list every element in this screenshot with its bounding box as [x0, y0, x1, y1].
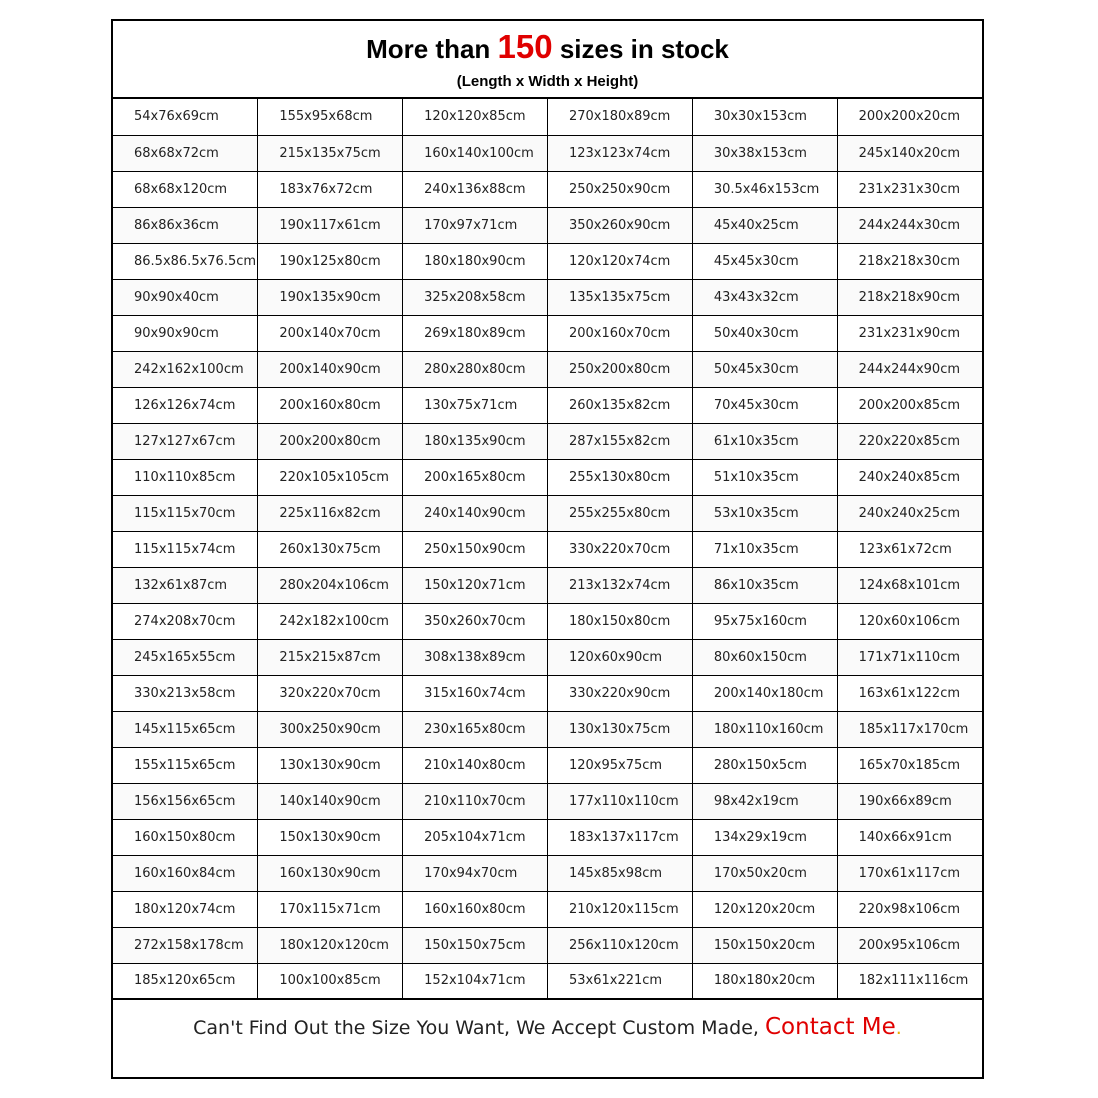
size-cell: 180x180x20cm	[692, 963, 837, 999]
size-cell: 180x120x74cm	[113, 891, 258, 927]
table-row	[113, 279, 982, 315]
size-cell: 200x160x70cm	[547, 315, 692, 351]
size-chart	[111, 19, 984, 1079]
sizes-table	[113, 99, 982, 1000]
size-cell: 200x200x80cm	[258, 423, 403, 459]
size-cell: 43x43x32cm	[692, 279, 837, 315]
title-suffix: sizes in stock	[552, 34, 729, 64]
size-cell: 280x150x5cm	[692, 747, 837, 783]
table-row	[113, 639, 982, 675]
size-cell: 220x105x105cm	[258, 459, 403, 495]
size-cell: 160x140x100cm	[403, 135, 548, 171]
size-cell: 45x45x30cm	[692, 243, 837, 279]
table-row	[113, 171, 982, 207]
size-cell: 90x90x40cm	[113, 279, 258, 315]
size-cell: 30x30x153cm	[692, 99, 837, 135]
size-cell: 205x104x71cm	[403, 819, 548, 855]
size-cell: 54x76x69cm	[113, 99, 258, 135]
size-cell: 350x260x70cm	[403, 603, 548, 639]
size-cell: 244x244x90cm	[837, 351, 982, 387]
size-cell: 231x231x90cm	[837, 315, 982, 351]
size-cell: 170x94x70cm	[403, 855, 548, 891]
size-cell: 160x130x90cm	[258, 855, 403, 891]
size-cell: 90x90x90cm	[113, 315, 258, 351]
table-row	[113, 783, 982, 819]
size-cell: 130x75x71cm	[403, 387, 548, 423]
size-cell: 123x61x72cm	[837, 531, 982, 567]
footer-text: Can't Find Out the Size You Want, We Accept Custom Made,	[193, 1017, 765, 1039]
size-cell: 260x130x75cm	[258, 531, 403, 567]
size-cell: 320x220x70cm	[258, 675, 403, 711]
size-cell: 300x250x90cm	[258, 711, 403, 747]
size-cell: 140x140x90cm	[258, 783, 403, 819]
table-row	[113, 351, 982, 387]
table-row	[113, 135, 982, 171]
contact-me-link[interactable]: Contact Me	[765, 1014, 896, 1040]
size-cell: 120x120x20cm	[692, 891, 837, 927]
size-cell: 210x110x70cm	[403, 783, 548, 819]
size-cell: 180x120x120cm	[258, 927, 403, 963]
size-cell: 215x135x75cm	[258, 135, 403, 171]
size-cell: 123x123x74cm	[547, 135, 692, 171]
table-row	[113, 603, 982, 639]
size-cell: 150x130x90cm	[258, 819, 403, 855]
size-cell: 240x140x90cm	[403, 495, 548, 531]
size-cell: 200x95x106cm	[837, 927, 982, 963]
size-cell: 155x95x68cm	[258, 99, 403, 135]
size-cell: 210x140x80cm	[403, 747, 548, 783]
size-cell: 177x110x110cm	[547, 783, 692, 819]
size-cell: 53x61x221cm	[547, 963, 692, 999]
size-cell: 190x66x89cm	[837, 783, 982, 819]
size-cell: 130x130x90cm	[258, 747, 403, 783]
table-row	[113, 927, 982, 963]
title-prefix: More than	[366, 34, 498, 64]
size-cell: 86x86x36cm	[113, 207, 258, 243]
size-cell: 200x200x20cm	[837, 99, 982, 135]
size-cell: 270x180x89cm	[547, 99, 692, 135]
size-cell: 140x66x91cm	[837, 819, 982, 855]
sizes-table-body	[113, 99, 982, 999]
size-cell: 200x140x180cm	[692, 675, 837, 711]
size-cell: 165x70x185cm	[837, 747, 982, 783]
table-row	[113, 495, 982, 531]
size-cell: 68x68x120cm	[113, 171, 258, 207]
size-cell: 80x60x150cm	[692, 639, 837, 675]
table-row	[113, 387, 982, 423]
size-cell: 200x200x85cm	[837, 387, 982, 423]
size-cell: 127x127x67cm	[113, 423, 258, 459]
size-cell: 50x40x30cm	[692, 315, 837, 351]
size-cell: 215x215x87cm	[258, 639, 403, 675]
size-cell: 242x182x100cm	[258, 603, 403, 639]
size-cell: 170x61x117cm	[837, 855, 982, 891]
size-cell: 330x213x58cm	[113, 675, 258, 711]
size-cell: 183x137x117cm	[547, 819, 692, 855]
size-cell: 200x140x70cm	[258, 315, 403, 351]
size-cell: 325x208x58cm	[403, 279, 548, 315]
size-cell: 231x231x30cm	[837, 171, 982, 207]
size-cell: 240x240x85cm	[837, 459, 982, 495]
size-cell: 71x10x35cm	[692, 531, 837, 567]
size-cell: 255x255x80cm	[547, 495, 692, 531]
table-row	[113, 891, 982, 927]
size-cell: 180x135x90cm	[403, 423, 548, 459]
size-cell: 180x150x80cm	[547, 603, 692, 639]
size-cell: 180x110x160cm	[692, 711, 837, 747]
size-cell: 120x120x85cm	[403, 99, 548, 135]
size-cell: 170x97x71cm	[403, 207, 548, 243]
size-cell: 156x156x65cm	[113, 783, 258, 819]
size-cell: 245x140x20cm	[837, 135, 982, 171]
chart-header	[113, 21, 982, 99]
table-row	[113, 567, 982, 603]
size-cell: 190x117x61cm	[258, 207, 403, 243]
size-cell: 160x160x84cm	[113, 855, 258, 891]
chart-title	[113, 29, 982, 67]
size-cell: 152x104x71cm	[403, 963, 548, 999]
size-cell: 145x85x98cm	[547, 855, 692, 891]
size-cell: 86.5x86.5x76.5cm	[113, 243, 258, 279]
size-cell: 61x10x35cm	[692, 423, 837, 459]
table-row	[113, 819, 982, 855]
size-cell: 250x250x90cm	[547, 171, 692, 207]
size-cell: 210x120x115cm	[547, 891, 692, 927]
size-cell: 272x158x178cm	[113, 927, 258, 963]
size-cell: 315x160x74cm	[403, 675, 548, 711]
size-cell: 256x110x120cm	[547, 927, 692, 963]
size-cell: 155x115x65cm	[113, 747, 258, 783]
size-cell: 115x115x74cm	[113, 531, 258, 567]
size-cell: 163x61x122cm	[837, 675, 982, 711]
size-cell: 185x117x170cm	[837, 711, 982, 747]
size-cell: 124x68x101cm	[837, 567, 982, 603]
size-cell: 86x10x35cm	[692, 567, 837, 603]
size-cell: 269x180x89cm	[403, 315, 548, 351]
size-cell: 170x115x71cm	[258, 891, 403, 927]
size-cell: 225x116x82cm	[258, 495, 403, 531]
size-cell: 120x95x75cm	[547, 747, 692, 783]
size-cell: 190x135x90cm	[258, 279, 403, 315]
size-cell: 240x136x88cm	[403, 171, 548, 207]
size-cell: 240x240x25cm	[837, 495, 982, 531]
size-cell: 70x45x30cm	[692, 387, 837, 423]
size-cell: 220x98x106cm	[837, 891, 982, 927]
table-row	[113, 243, 982, 279]
size-cell: 180x180x90cm	[403, 243, 548, 279]
size-cell: 190x125x80cm	[258, 243, 403, 279]
size-cell: 183x76x72cm	[258, 171, 403, 207]
size-cell: 330x220x90cm	[547, 675, 692, 711]
chart-subtitle: (Length x Width x Height)	[456, 73, 639, 90]
table-row	[113, 675, 982, 711]
size-cell: 250x150x90cm	[403, 531, 548, 567]
size-cell: 126x126x74cm	[113, 387, 258, 423]
size-cell: 130x130x75cm	[547, 711, 692, 747]
size-cell: 200x160x80cm	[258, 387, 403, 423]
size-cell: 350x260x90cm	[547, 207, 692, 243]
size-cell: 308x138x89cm	[403, 639, 548, 675]
size-cell: 171x71x110cm	[837, 639, 982, 675]
size-cell: 45x40x25cm	[692, 207, 837, 243]
size-cell: 182x111x116cm	[837, 963, 982, 999]
size-cell: 170x50x20cm	[692, 855, 837, 891]
size-cell: 135x135x75cm	[547, 279, 692, 315]
table-row	[113, 531, 982, 567]
size-cell: 213x132x74cm	[547, 567, 692, 603]
size-cell: 200x140x90cm	[258, 351, 403, 387]
size-cell: 134x29x19cm	[692, 819, 837, 855]
size-cell: 255x130x80cm	[547, 459, 692, 495]
size-cell: 150x150x75cm	[403, 927, 548, 963]
footer-note	[113, 1000, 982, 1053]
size-cell: 150x120x71cm	[403, 567, 548, 603]
size-cell: 98x42x19cm	[692, 783, 837, 819]
footer-dot: .	[895, 1017, 902, 1039]
size-cell: 68x68x72cm	[113, 135, 258, 171]
size-cell: 150x150x20cm	[692, 927, 837, 963]
size-cell: 230x165x80cm	[403, 711, 548, 747]
size-cell: 260x135x82cm	[547, 387, 692, 423]
size-cell: 160x150x80cm	[113, 819, 258, 855]
size-cell: 51x10x35cm	[692, 459, 837, 495]
size-cell: 242x162x100cm	[113, 351, 258, 387]
size-cell: 244x244x30cm	[837, 207, 982, 243]
size-cell: 30x38x153cm	[692, 135, 837, 171]
table-row	[113, 423, 982, 459]
size-cell: 50x45x30cm	[692, 351, 837, 387]
size-cell: 132x61x87cm	[113, 567, 258, 603]
size-cell: 100x100x85cm	[258, 963, 403, 999]
size-cell: 120x120x74cm	[547, 243, 692, 279]
size-cell: 287x155x82cm	[547, 423, 692, 459]
table-row	[113, 963, 982, 999]
table-row	[113, 99, 982, 135]
size-cell: 185x120x65cm	[113, 963, 258, 999]
size-cell: 30.5x46x153cm	[692, 171, 837, 207]
size-cell: 274x208x70cm	[113, 603, 258, 639]
table-row	[113, 315, 982, 351]
size-cell: 245x165x55cm	[113, 639, 258, 675]
size-cell: 330x220x70cm	[547, 531, 692, 567]
size-cell: 220x220x85cm	[837, 423, 982, 459]
size-cell: 110x110x85cm	[113, 459, 258, 495]
size-cell: 145x115x65cm	[113, 711, 258, 747]
table-row	[113, 747, 982, 783]
size-cell: 95x75x160cm	[692, 603, 837, 639]
table-row	[113, 207, 982, 243]
table-row	[113, 711, 982, 747]
title-count: 150	[497, 28, 553, 65]
size-cell: 250x200x80cm	[547, 351, 692, 387]
size-cell: 218x218x30cm	[837, 243, 982, 279]
size-cell: 53x10x35cm	[692, 495, 837, 531]
size-cell: 200x165x80cm	[403, 459, 548, 495]
size-cell: 160x160x80cm	[403, 891, 548, 927]
size-cell: 120x60x90cm	[547, 639, 692, 675]
size-cell: 218x218x90cm	[837, 279, 982, 315]
size-cell: 120x60x106cm	[837, 603, 982, 639]
table-row	[113, 855, 982, 891]
table-row	[113, 459, 982, 495]
size-cell: 280x204x106cm	[258, 567, 403, 603]
size-cell: 115x115x70cm	[113, 495, 258, 531]
size-cell: 280x280x80cm	[403, 351, 548, 387]
